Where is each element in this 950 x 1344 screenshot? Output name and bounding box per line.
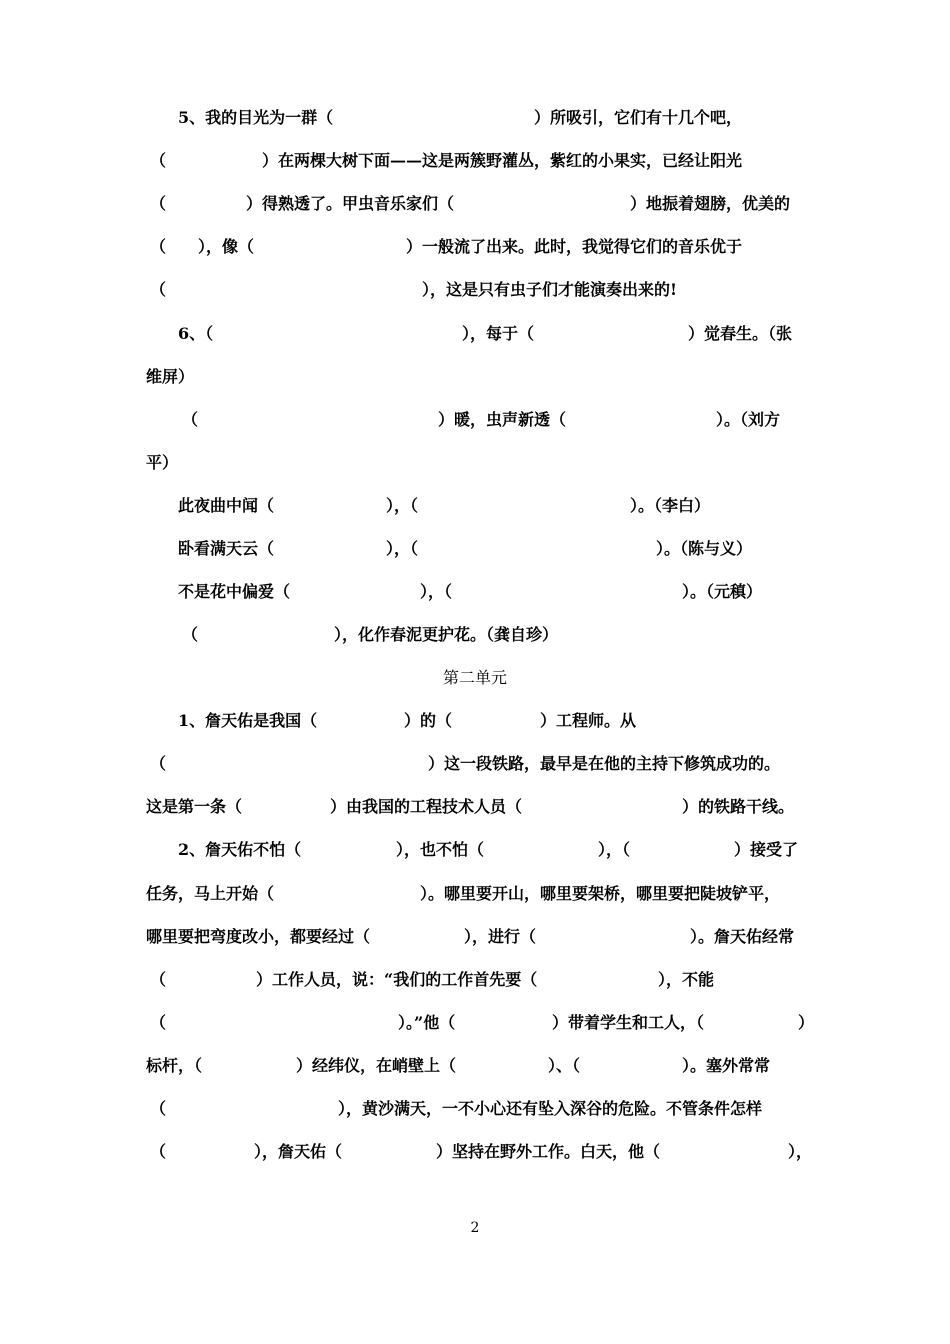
text-segment: ），（ — [386, 539, 419, 558]
text-line — [0, 276, 950, 304]
text-segment: 维屏） — [146, 367, 195, 386]
text-segment: ）觉春生。（张 — [688, 324, 793, 343]
text-segment: ）在两棵大树下面——这是两簇野灌丛，紫红的小果实，已经让阳光 — [262, 151, 743, 170]
text-segment: ）所吸引，它们有十几个吧， — [534, 108, 743, 127]
text-segment: ），像（ — [198, 237, 255, 256]
text-segment: 标杆，（ — [146, 1056, 203, 1075]
text-segment: ）的（ — [404, 711, 453, 730]
text-segment: （ — [150, 1013, 167, 1032]
text-segment: 不是花中偏爱（ — [178, 582, 291, 601]
text-segment: ），詹天佑（ — [254, 1142, 343, 1161]
text-segment: （ — [150, 970, 167, 989]
text-segment: ），黄沙满天，一不小心还有坠入深谷的危险。不管条件怎样 — [338, 1099, 763, 1118]
text-segment: 哪里要把弯度改小，都要经过（ — [146, 927, 371, 946]
text-segment: （ — [150, 754, 167, 773]
text-line — [0, 1095, 950, 1123]
text-segment: 此夜曲中闻（ — [178, 496, 275, 515]
text-line — [0, 320, 950, 348]
text-segment: ）工作人员，说：“我们的工作首先要（ — [256, 970, 538, 989]
text-line — [0, 578, 950, 606]
text-segment: ），每于（ — [462, 324, 535, 343]
text-segment: 任务，马上开始（ — [146, 884, 275, 903]
text-segment: ）一般流了出来。此时，我觉得它们的音乐优于 — [406, 237, 743, 256]
text-line — [0, 363, 950, 391]
text-segment: ）坚持在野外工作。白天，他（ — [436, 1142, 661, 1161]
text-line — [0, 147, 950, 175]
text-segment: ），（ — [420, 582, 453, 601]
text-line — [0, 1052, 950, 1080]
text-segment: 卧看满天云（ — [178, 539, 275, 558]
text-segment: 1、詹天佑是我国（ — [178, 711, 318, 730]
text-segment: （ — [150, 280, 167, 299]
text-segment: 6、（ — [178, 324, 214, 343]
text-segment: ）、（ — [548, 1056, 581, 1075]
text-segment: 5、我的目光为一群（ — [178, 108, 334, 127]
text-segment: ） — [798, 1013, 815, 1032]
text-segment: ）。詹天佑经常 — [690, 927, 795, 946]
text-line — [0, 750, 950, 778]
text-segment: ）暖，虫声新透（ — [438, 410, 567, 429]
text-segment: ）。（刘方 — [716, 410, 781, 429]
text-segment: ），（ — [386, 496, 419, 515]
text-segment: （ — [150, 151, 167, 170]
page-number: 2 — [470, 1220, 480, 1236]
text-segment: （ — [150, 237, 167, 256]
text-segment: （ — [182, 625, 199, 644]
text-segment: ）的铁路干线。 — [682, 797, 795, 816]
text-segment: ），这是只有虫子们才能演奏出来的! — [422, 280, 678, 299]
text-segment: ），进行（ — [464, 927, 537, 946]
text-segment: ）接受了 — [734, 840, 799, 859]
text-segment: ）得熟透了。甲虫音乐家们（ — [246, 194, 455, 213]
text-segment: ），不能 — [658, 970, 715, 989]
text-segment: ）经纬仪，在峭壁上（ — [296, 1056, 457, 1075]
text-segment: 2、詹天佑不怕（ — [178, 840, 302, 859]
text-line — [0, 836, 950, 864]
text-line — [0, 1009, 950, 1037]
text-segment: ）带着学生和工人，（ — [552, 1013, 705, 1032]
text-segment: ），化作春泥更护花。（龚自珍） — [334, 625, 559, 644]
text-line — [0, 880, 950, 908]
text-segment: （ — [150, 1099, 167, 1118]
text-line — [0, 1138, 950, 1166]
text-segment: ）地振着翅膀，优美的 — [630, 194, 791, 213]
text-line — [0, 793, 950, 821]
text-segment: 这是第一条（ — [146, 797, 243, 816]
text-segment: ）。（李白） — [630, 496, 711, 515]
text-segment: ）工程师。从 — [540, 711, 637, 730]
text-segment: ）这一段铁路，最早是在他的主持下修筑成功的。 — [428, 754, 781, 773]
text-segment: ）。（元稹） — [682, 582, 763, 601]
text-line — [0, 707, 950, 735]
text-line — [0, 233, 950, 261]
text-segment: ）。哪里要开山，哪里要架桥，哪里要把陡坡铲平， — [420, 884, 781, 903]
text-segment: （ — [182, 410, 199, 429]
text-segment: ）， — [788, 1142, 813, 1161]
text-segment: ）。（陈与义） — [656, 539, 753, 558]
text-segment: ），（ — [598, 840, 631, 859]
section-heading: 第二单元 — [442, 668, 507, 687]
text-segment: ）。塞外常常 — [682, 1056, 771, 1075]
text-segment: ），也不怕（ — [396, 840, 485, 859]
text-segment: （ — [150, 194, 167, 213]
text-line — [0, 966, 950, 994]
text-line — [0, 535, 950, 563]
text-segment: 平） — [146, 453, 179, 472]
text-line — [0, 492, 950, 520]
text-line — [0, 406, 950, 434]
text-segment: ）。”他（ — [398, 1013, 456, 1032]
text-line — [0, 104, 950, 132]
text-line — [0, 923, 950, 951]
text-line — [0, 621, 950, 649]
text-segment: ）由我国的工程技术人员（ — [330, 797, 523, 816]
text-segment: （ — [150, 1142, 167, 1161]
text-line — [0, 449, 950, 477]
text-line — [0, 190, 950, 218]
